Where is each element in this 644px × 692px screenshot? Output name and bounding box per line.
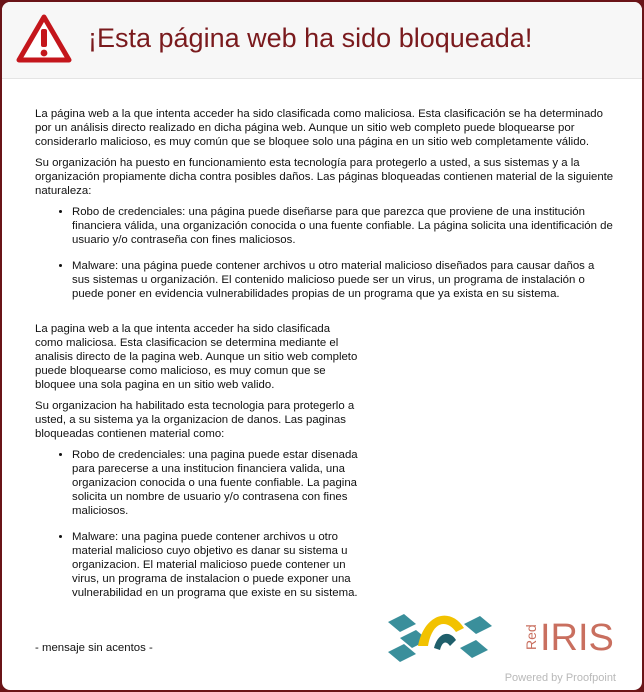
paragraph-protection: Su organizacion ha habilitado esta tecnologia para protegerlo a usted, a su sistema ya la organizacion de danos. Las paginas bloqueadas contienen material como: (35, 400, 355, 440)
list-item: • Robo de credenciales: una pagina puede estar disenada para parecerse a una institucion financiera valida, una organizacion conocida o una fuente confiable. La pagina solicita un nombre de usuario y/o contrasena con fines maliciosos. (72, 448, 358, 518)
threat-list (35, 205, 615, 301)
no-accents-note: - mensaje sin acentos - (35, 642, 153, 654)
page-title: ¡Esta página web ha sido bloqueada! (88, 23, 533, 53)
list-item: • Robo de credenciales: una página puede diseñarse para que parezca que proviene de una institución financiera válida, una organización conocida o una fuente confiable. La página solicita una identificación de usuario y/o contraseña con fines maliciosos. (72, 205, 615, 247)
list-item: • Malware: una página puede contener archivos u otro material malicioso diseñados para causar daños a sus sistemas u organización. El contenido malicioso puede ser un virus, un programa de instalación o puede poner en evidencia vulnerabilidades propias de un programa que ya exista en su sistema. (72, 259, 615, 301)
message-spanish-unaccented (35, 322, 358, 612)
logo-name: IRIS (540, 617, 614, 659)
powered-by-label: Powered by Proofpoint (504, 672, 616, 684)
list-item: • Malware: una pagina puede contener archivos u otro material malicioso cuyo objetivo es danar su sistema u organizacion. El material malicioso puede contener un virus, un programa de instalacion o puede exponer una vulnerabilidad en un programa que existe en su sistema. (72, 530, 358, 600)
page-header (2, 2, 642, 79)
paragraph-classification: La pagina web a la que intenta acceder ha sido clasificada como maliciosa. Esta clasificacion se determina mediante el analisis directo de la pagina web. Aunque un sitio web completo puede bloquearse como malicioso, es muy comun que se bloquee una sola pagina en un sitio web valido. (35, 323, 358, 391)
message-spanish-accented (35, 107, 615, 313)
paragraph-protection: Su organización ha puesto en funcionamiento esta tecnología para protegerlo a usted, a sus sistemas y a la organización propiamente dicha contra posibles daños. Las páginas bloqueadas contienen material de la siguiente naturaleza: (35, 157, 614, 197)
paragraph-classification: La página web a la que intenta acceder ha sido clasificada como maliciosa. Esta clasificación se ha determinado por un análisis directo realizado en dicha página web. Aunque un sitio web completo puede bloquearse por considerarlo malicioso, es muy común que se bloquee solo una página en un sitio web completamente válido. (35, 108, 603, 148)
threat-list (35, 448, 358, 600)
logo-prefix: Red (523, 624, 539, 650)
warning-triangle-icon (16, 14, 72, 64)
rediris-logo (384, 604, 614, 666)
